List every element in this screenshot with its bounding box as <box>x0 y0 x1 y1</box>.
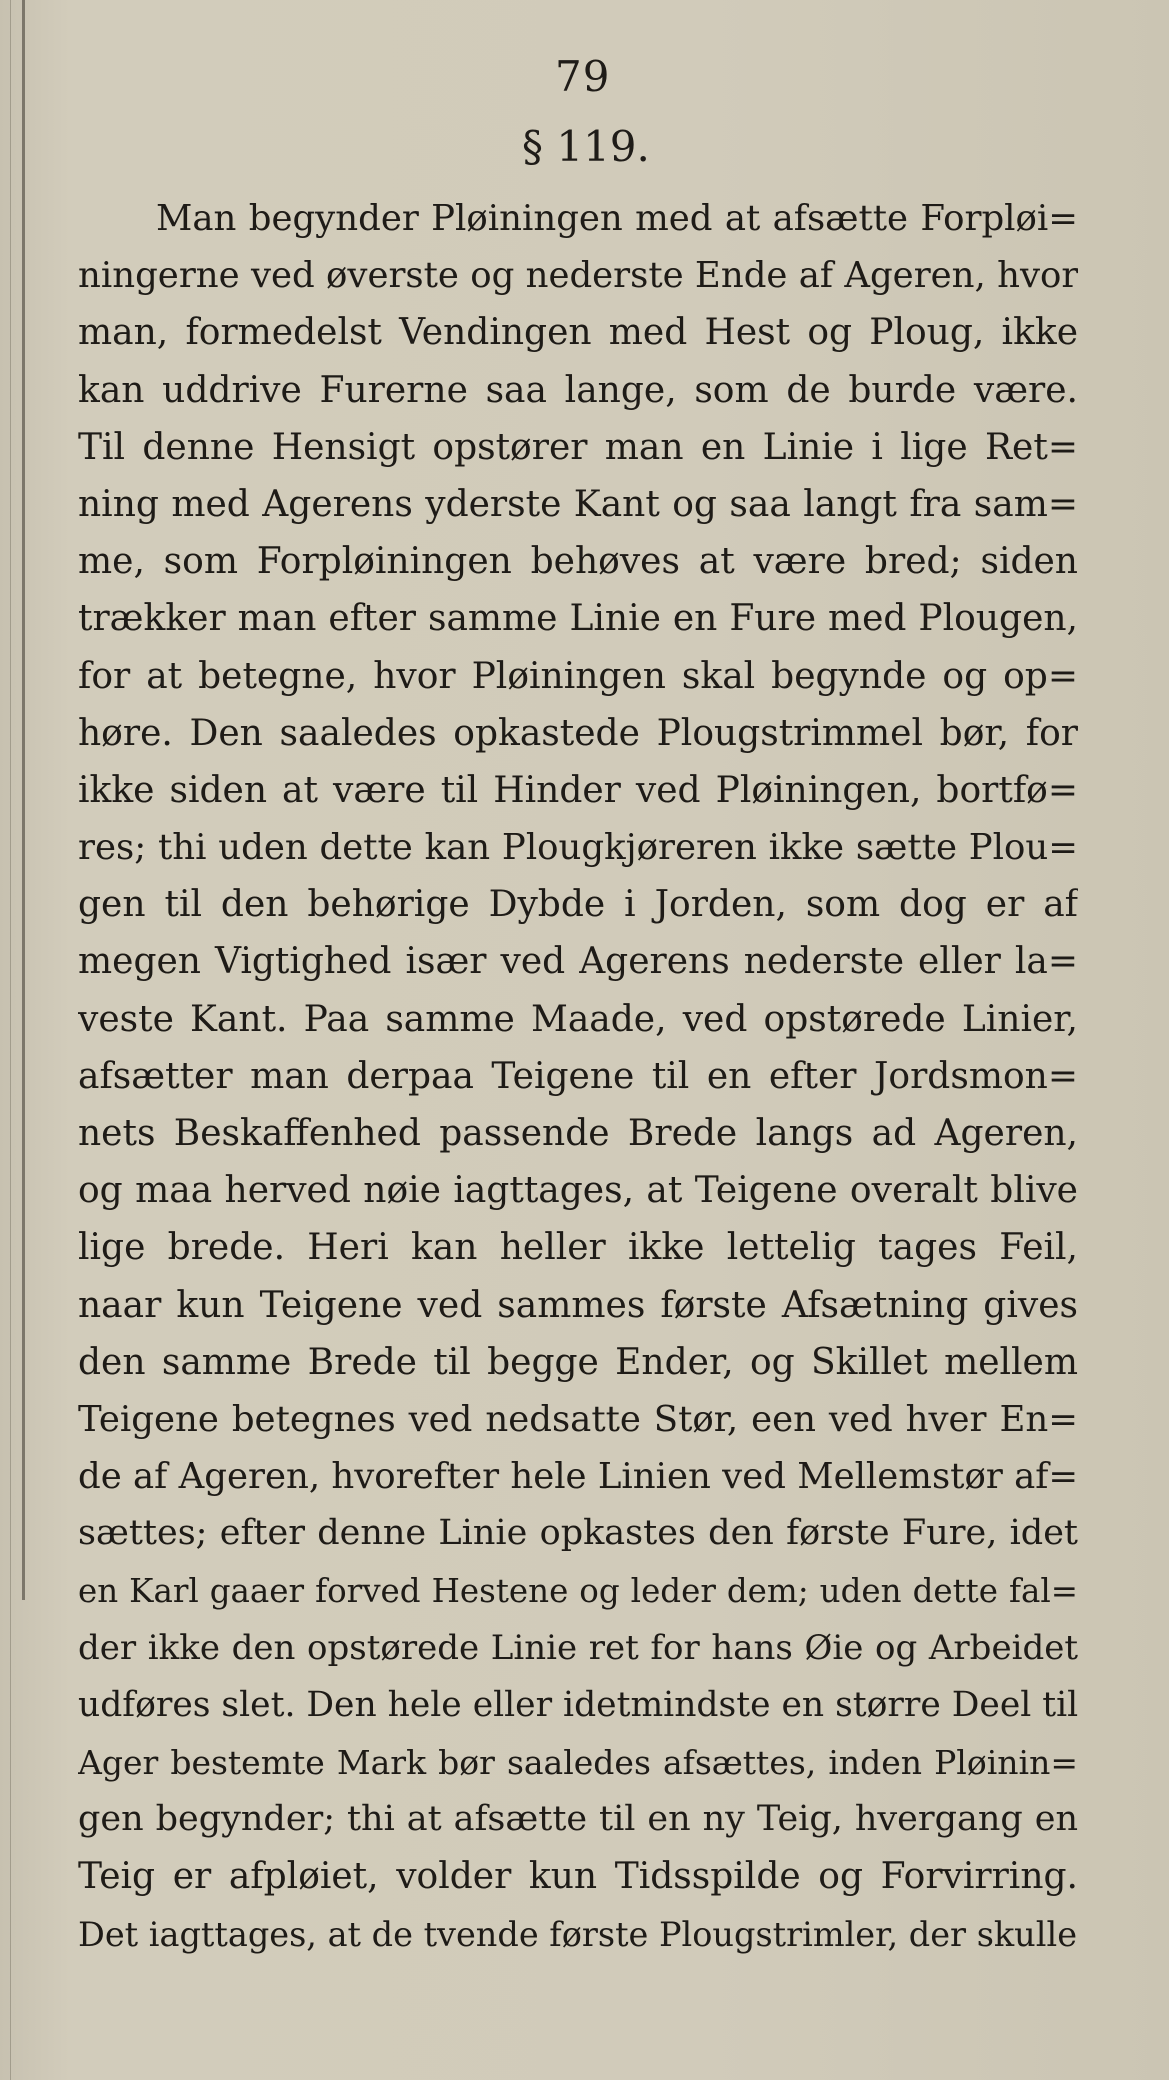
text-line: Det iagttages, at de tvende første Plougstrimler, der skulle <box>78 1914 1078 1954</box>
text-line: me, som Forpløiningen behøves at være bred; siden <box>78 541 1078 583</box>
text-line: afsætter man derpaa Teigene til en efter Jordsmon= <box>78 1055 1078 1097</box>
text-line: man, formedelst Vendingen med Hest og Ploug, ikke <box>78 312 1078 354</box>
binding-edge <box>22 0 25 1600</box>
text-line: den samme Brede til begge Ender, og Skillet mellem <box>78 1341 1078 1383</box>
text-line: kan uddrive Furerne saa lange, som de burde være. <box>78 369 1078 411</box>
text-line: høre. Den saaledes opkastede Plougstrimmel bør, for <box>78 712 1078 754</box>
text-line: de af Ageren, hvorefter hele Linien ved Mellemstør af= <box>78 1456 1078 1498</box>
text-line: ningerne ved øverste og nederste Ende af Ageren, hvor <box>78 255 1078 297</box>
text-line: Teig er afpløiet, volder kun Tidsspilde og Forvirring. <box>78 1856 1078 1898</box>
text-line: en Karl gaaer forved Hestene og leder dem; uden dette fal= <box>78 1571 1078 1610</box>
text-line: Ager bestemte Mark bør saaledes afsættes, inden Pløinin= <box>78 1743 1078 1783</box>
text-line: naar kun Teigene ved sammes første Afsætning gives <box>78 1284 1078 1326</box>
text-line: res; thi uden dette kan Plougkjøreren ikke sætte Plou= <box>78 827 1078 869</box>
text-line: veste Kant. Paa samme Maade, ved opstørede Linier, <box>78 998 1078 1040</box>
text-line: trækker man efter samme Linie en Fure med Plougen, <box>78 598 1078 640</box>
text-line: megen Vigtighed især ved Agerens nederste eller la= <box>78 941 1078 983</box>
text-line: sættes; efter denne Linie opkastes den første Fure, idet <box>78 1513 1078 1554</box>
text-line: for at betegne, hvor Pløiningen skal begynde og op= <box>78 655 1078 697</box>
text-line: og maa herved nøie iagttages, at Teigene overalt blive <box>78 1170 1078 1212</box>
text-line: udføres slet. Den hele eller idetmindste en større Deel til <box>78 1684 1078 1725</box>
section-heading: § 119. <box>522 122 650 171</box>
text-line: lige brede. Heri kan heller ikke lettelig tages Feil, <box>78 1227 1078 1269</box>
body-paragraph <box>78 190 1078 1963</box>
text-line: Til denne Hensigt opstører man en Linie i lige Ret= <box>78 426 1078 468</box>
text-line: gen til den behørige Dybde i Jorden, som dog er af <box>78 884 1078 926</box>
text-line: ning med Agerens yderste Kant og saa langt fra sam= <box>78 483 1078 525</box>
text-line: der ikke den opstørede Linie ret for hans Øie og Arbeidet <box>78 1627 1078 1668</box>
text-line: ikke siden at være til Hinder ved Pløiningen, bortfø= <box>78 769 1078 811</box>
page-edge-line <box>10 0 11 2080</box>
text-line: Man begynder Pløiningen med at afsætte Forpløi= <box>156 198 1078 239</box>
text-line: nets Beskaffenhed passende Brede langs ad Ageren, <box>78 1113 1078 1154</box>
page-number: 79 <box>555 52 611 101</box>
text-line: gen begynder; thi at afsætte til en ny Teig, hvergang en <box>78 1799 1078 1840</box>
text-line: Teigene betegnes ved nedsatte Stør, een ved hver En= <box>78 1398 1078 1440</box>
